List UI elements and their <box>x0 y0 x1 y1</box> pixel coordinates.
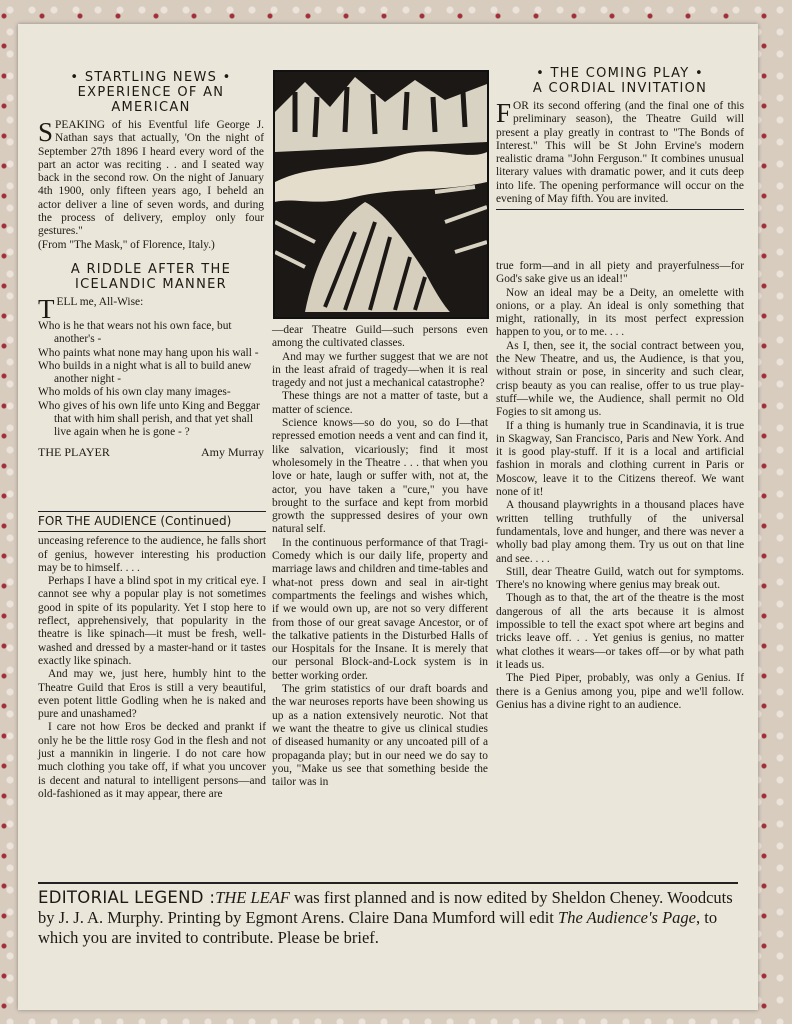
bullet-icon: • <box>689 66 704 81</box>
legend-label: EDITORIAL LEGEND : <box>38 888 216 907</box>
column-left-bottom <box>38 508 266 801</box>
paragraph: unceasing reference to the audience, he falls short of genius, however interesting his production may be to himself. . . . <box>38 535 266 574</box>
divider <box>38 511 266 512</box>
woodcut-landscape-icon <box>275 72 487 317</box>
headline-riddle: A RIDDLE AFTER THE <box>70 261 232 277</box>
paragraph: And may we further suggest that we are not in the least afraid of tragedy—when it is real tragedy and not just a mechanical catastrophe? <box>272 350 488 390</box>
drop-cap: S <box>38 117 54 147</box>
paragraph: Science knows—so do you, so do I—that repressed emotion needs a vent and can find it, like salvation, vicariously; find it most wholesomely in the Theatre . . . that when you love or hate, laugh or suffer with, not at, the actor, you have taken a "cure," you have brought to the surface and kept from morbid growth the suppressed desires of your own natural self. <box>272 417 488 536</box>
column-middle <box>272 324 488 789</box>
column-right-top <box>496 66 744 213</box>
paragraph: Still, dear Theatre Guild, watch out for symptoms. There's no knowing where genius may break out. <box>496 565 744 592</box>
newsletter-page <box>18 24 758 1010</box>
headline-startling-news: • STARTLING NEWS • <box>70 70 232 85</box>
paragraph: The grim statistics of our draft boards and the war neuroses reports have been showing us up as a nation extensively neurotic. Not that we want the theatre to give us clinical studies of diseased humanity or any uncoated pill of a propaganda play; but in our need we do say to you, "Make us see that something beside the tailor was in <box>272 683 488 789</box>
play-announcement: FOR its second offering (and the final one of this preliminary season), the Theatre Guild will present a play greatly in contrast to "The Bonds of Interest." This will be St John Ervine's modern realistic drama "John Ferguson." It combines unusual literary values with dramatic power, and it cuts deep into life. The opening performance will occur on the evening of May fifth. You are invited. <box>496 98 744 206</box>
headline-cordial-invitation: A CORDIAL INVITATION <box>532 81 708 96</box>
paragraph: —dear Theatre Guild—such persons even among the cultivated classes. <box>272 324 488 350</box>
bullet-icon: • <box>70 70 85 85</box>
paragraph: The Pied Piper, probably, was only a Genius. If there is a Genius among you, pipe and we'll follow. Genius has a divine right to an audience. <box>496 672 744 711</box>
poem-author: Amy Murray <box>201 444 264 459</box>
riddle-line: Who builds in a night what is all to build anew another night - <box>38 359 252 386</box>
editorial-legend <box>38 882 738 948</box>
legend-the-leaf: THE LEAF <box>215 888 290 907</box>
riddle-line: Who paints what none may hang upon his wall - <box>38 346 259 359</box>
bullet-icon: • <box>217 70 232 85</box>
drop-cap: F <box>496 98 512 128</box>
paragraph: Perhaps I have a blind spot in my critical eye. I cannot see why a popular play is not sometimes good in spite of its popularity. Yet I stop here to reflect, apprehensively, that popularity in the theatre is like spinach—it must be fresh, well-washed and dressed by a master-hand or it tastes exactly like spinach. <box>38 575 266 667</box>
bullet-icon: • <box>536 66 551 81</box>
paragraph: If a thing is humanly true in Scandinavia, it is true in Skagway, San Francisco, Paris and New York. And it is good play-stuff. If it is a local and artificial fashion in morals and clothing current in Paris or Moscow, leave it to the Citizens thereof. We want none of it! <box>496 419 744 499</box>
divider <box>38 531 266 532</box>
paragraph: Though as to that, the art of the theatre is the most dangerous of all the arts because it is almost impossible to tell the exact spot where art begins and tricks leave off. . . Yet genius is genius, no matter what clothes it wears—or takes off—or by what path it leads us. <box>496 592 744 671</box>
riddle-line: Who is he that wears not his own face, but another's - <box>38 319 232 346</box>
headline-coming-play: • THE COMING PLAY • <box>536 66 704 81</box>
paragraph: I care not how Eros be decked and prankt if only he be the little rosy God in the flesh and not just a mannikin in lingerie. I do not care how much clothing you take off, if what you uncover is decent and natural to intelligent persons—and old-fashioned as it may appear, there are <box>38 721 266 800</box>
paragraph: A thousand playwrights in a thousand places have written telling truthfully of the universal fundamentals, love and hunger, and there was never a wholly bad play among them. Try us out on that line and see. . . . <box>496 499 744 565</box>
riddle-poem <box>38 293 264 440</box>
paragraph: As I, then, see it, the social contract between you, the New Theatre, and us, the Audience, is that you, without strain or pose, in sincerity and such clear, crisp beauty as you can realise, offer to us true play-stuff—while we, the Audience, shall permit no Old Fogies to sit among us. <box>496 339 744 419</box>
headline-experience: EXPERIENCE OF AN AMERICAN <box>77 85 225 115</box>
poem-title: THE PLAYER <box>38 444 110 459</box>
column-left-top <box>38 70 264 459</box>
woodcut-illustration <box>273 70 489 319</box>
headline-icelandic: ICELANDIC MANNER <box>75 276 227 292</box>
divider <box>496 209 744 210</box>
news-article: SPEAKING of his Eventful life George J. Nathan says that actually, 'On the night of September 27th 1896 I heard every word of the part an actor was reciting . . and I seated way back in the second row. On the night of January 4th 1900, only fifteen years ago, I beheld an actor deliver a line of seven words, and during the process of delivery, employ only four gestures." <box>38 117 264 238</box>
paragraph: And may we, just here, humbly hint to the Theatre Guild that Eros is still a very beautiful, even potent little Godling when he is naked and pure and unashamed? <box>38 668 266 721</box>
paragraph: These things are not a matter of taste, but a matter of science. <box>272 390 488 416</box>
riddle-line: TELL me, All-Wise: <box>38 293 144 324</box>
news-source: (From "The Mask," of Florence, Italy.) <box>38 238 215 251</box>
column-right-bottom <box>496 260 744 712</box>
legend-text-end: , to which you are invited to contribute. Please be brief. <box>38 908 718 947</box>
riddle-line: Who molds of his own clay many images- <box>38 386 231 399</box>
poem-signature <box>38 446 264 459</box>
paragraph: In the continuous performance of that Tragi-Comedy which is our daily life, property and marriage laws and children and time-tables and what-not press down and seal in air-tight compartments the feelings and wishes which, if we would own up, are not so very different from those of our great savage Ancestor, or of the talkative patients in the Disturbed Halls of our Hospitals for the Insane. It is merely that our personal Block-and-Lock system is in better working order. <box>272 536 488 682</box>
drop-cap: T <box>38 293 55 324</box>
headline-for-the-audience: FOR THE AUDIENCE (Continued) <box>38 514 232 528</box>
riddle-line: Who gives of his own life unto King and Beggar that with him shall perish, and that yet shall live again when he is gone - ? <box>38 399 260 439</box>
legend-text: was first planned and is now edited by Sheldon Cheney. Woodcuts by J. J. A. Murphy. Printing by Egmont Arens. Claire Dana Mumford will edit <box>38 888 733 927</box>
paragraph: true form—and in all piety and prayerfulness—for God's sake give us an ideal!" <box>496 260 744 286</box>
paragraph: Now an ideal may be a Deity, an omelette with onions, or a play. An ideal is only something that might, rationally, in its most perfect expression happen to you, or to me. . . . <box>496 286 744 339</box>
legend-audience-page: The Audience's Page <box>558 908 696 927</box>
